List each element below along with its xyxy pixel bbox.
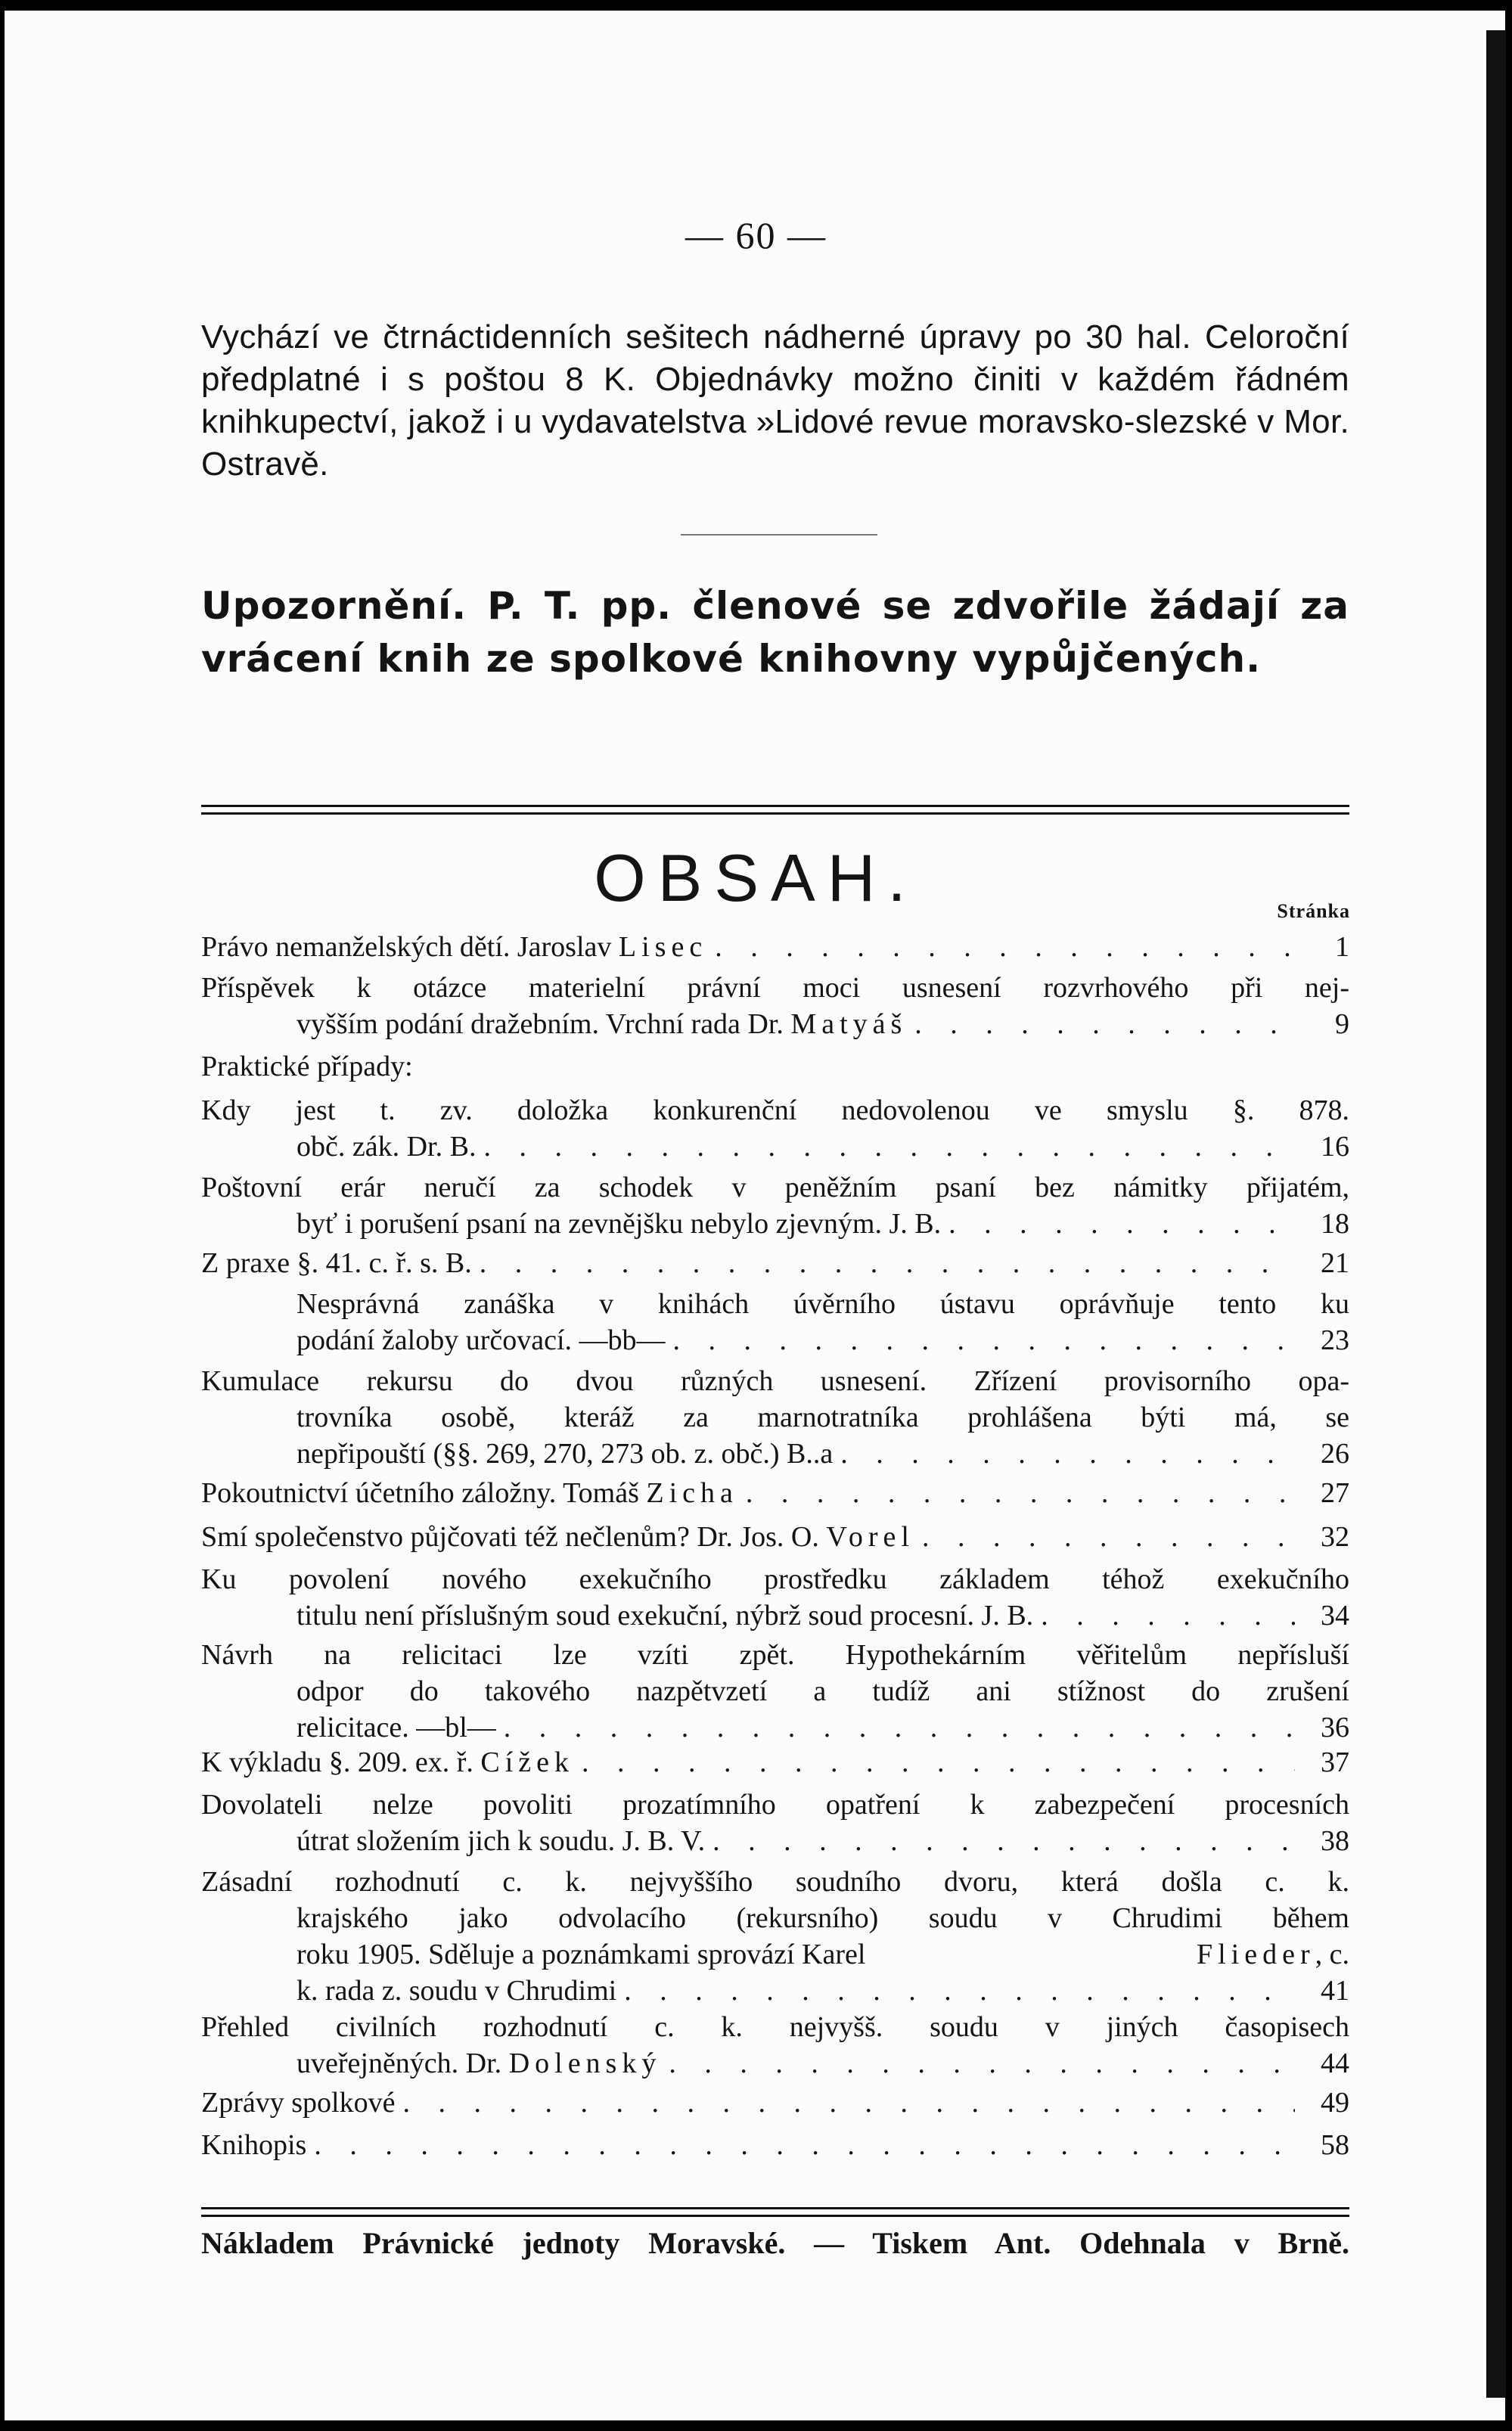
toc-author: Vorel: [826, 1521, 914, 1553]
toc-title: OBSAH.: [594, 840, 918, 915]
toc-entry-text: K výkladu §. 209. ex. ř.: [201, 1746, 473, 1778]
toc-entry-text: útrat složením jich k soudu. J. B. V.: [297, 1825, 706, 1857]
leader-dots: [616, 1973, 1295, 2009]
toc-page-number: 32: [1321, 1521, 1349, 1553]
leader-dots: [941, 1206, 1295, 1242]
toc-entry-text: titulu není příslušným soud exekuční, nýbrž soud procesní. J. B.: [297, 1600, 1034, 1632]
toc-entry-text: Kumulace rekursu do dvou různých usnesení. Zřízení provisorního opa-: [201, 1365, 1349, 1397]
toc-entry: [201, 2127, 1349, 2163]
toc-entry-text: uveřejněných. Dr.: [297, 2048, 502, 2079]
leader-dots: [476, 1129, 1295, 1165]
toc-entry: [201, 1637, 1349, 1746]
toc-entry-text: krajského jako odvolacího (rekursního) soudu v Chrudimi během: [297, 1902, 1349, 1934]
library-notice: Upozornění. P. T. pp. členové se zdvořile žádají za vrácení knih ze spolkové knihovny vypůjčených.: [201, 584, 1349, 681]
toc-entry-text: Návrh na relicitaci lze vzíti zpět. Hypothekárním věřitelům nepřísluší: [201, 1639, 1349, 1671]
leader-dots: [707, 929, 1295, 965]
toc-entry-text: relicitace. —bl—: [297, 1712, 496, 1743]
double-rule-top-2: [201, 812, 1349, 815]
toc-entry: [201, 970, 1349, 1042]
leader-dots: [833, 1436, 1295, 1472]
toc-page-number: 26: [1321, 1438, 1349, 1470]
toc-entry: [201, 1286, 1349, 1358]
toc-entry-text: podání žaloby určovací. —bb—: [297, 1324, 666, 1356]
leader-dots: [914, 1519, 1295, 1555]
toc-page-number: 44: [1321, 2048, 1349, 2079]
toc-page-number: 21: [1321, 1247, 1349, 1279]
toc-entry: [201, 2009, 1349, 2082]
publisher-imprint: Nákladem Právnické jednoty Moravské. — Tiskem Ant. Odehnala v Brně.: [201, 2226, 1349, 2260]
page-edge-shadow: [1486, 30, 1506, 2398]
leader-dots: [738, 1475, 1295, 1511]
leader-dots: [574, 1744, 1295, 1781]
toc-page-number: 27: [1321, 1477, 1349, 1509]
leader-dots: [705, 1823, 1295, 1859]
double-rule-bottom-1: [201, 2207, 1349, 2209]
double-rule-bottom-2: [201, 2215, 1349, 2217]
toc-entry-text: Z praxe §. 41. c. ř. s. B.: [201, 1247, 472, 1279]
toc-page-number: 16: [1321, 1131, 1349, 1163]
leader-dots: [496, 1709, 1295, 1746]
toc-section-heading: [201, 1048, 1349, 1085]
toc-entry-text: Knihopis: [201, 2129, 307, 2161]
toc-entry-text: Právo nemanželských dětí. Jaroslav: [201, 931, 612, 963]
toc-page-number: 1: [1335, 931, 1349, 963]
double-rule-top-1: [201, 805, 1349, 807]
toc-entry: [201, 1744, 1349, 1781]
toc-page-number: 34: [1321, 1600, 1349, 1632]
toc-page-number: 58: [1321, 2129, 1349, 2161]
toc-entry-text: nepřipouští (§§. 269, 270, 273 ob. z. obč.): [297, 1438, 780, 1470]
toc-author: Cížek: [480, 1746, 575, 1778]
toc-page-number: 23: [1321, 1324, 1349, 1356]
toc-entry-text: k. rada z. soudu v Chrudimi: [297, 1975, 617, 2007]
toc-entry: [201, 1519, 1349, 1555]
toc-entry: [201, 1363, 1349, 1472]
leader-dots: [1033, 1597, 1295, 1634]
toc-entry-text: Příspěvek k otázce materielní právní moci usnesení rozvrhového při nej-: [201, 972, 1349, 1004]
toc-entry: [201, 2085, 1349, 2121]
toc-author: Dolenský: [508, 2048, 662, 2079]
toc-author: Lisec: [618, 931, 708, 963]
toc-page-number: 36: [1321, 1712, 1349, 1743]
toc-entry-text: vyšším podání dražebním. Vrchní rada Dr.: [297, 1008, 784, 1040]
toc-author: Flieder: [1196, 1939, 1315, 1970]
toc-page-number: 49: [1321, 2087, 1349, 2119]
toc-page-number: 18: [1321, 1208, 1349, 1240]
toc-entry-text: Smí společenstvo půjčovati též nečlenům? Dr. Jos. O.: [201, 1521, 819, 1553]
toc-entry: [201, 1864, 1349, 2009]
toc-author: Zicha: [646, 1477, 738, 1509]
toc-author: B..a: [787, 1438, 834, 1470]
short-divider: [681, 534, 877, 536]
toc-entry-text: Poštovní erár neručí za schodek v peněžním psaní bez námitky přijatém,: [201, 1172, 1349, 1203]
toc-entry-text: Ku povolení nového exekučního prostředku základem téhož exekučního: [201, 1563, 1349, 1595]
leader-dots: [395, 2085, 1295, 2121]
toc-entry-text: Dovolateli nelze povoliti prozatímního opatření k zabezpečení procesních: [201, 1789, 1349, 1821]
toc-entry-text: byť i porušení psaní na zevnějšku nebylo zjevným. J. B.: [297, 1208, 942, 1240]
toc-entry-text: Přehled civilních rozhodnutí c. k. nejvyšš. soudu v jiných časopisech: [201, 2011, 1349, 2043]
leader-dots: [306, 2127, 1295, 2163]
toc-entry: [201, 929, 1349, 965]
toc-entry: [201, 1787, 1349, 1859]
toc-entry-text: odpor do takového nazpětvzetí a tudíž ani stížnost do zrušení: [297, 1675, 1349, 1707]
toc-entry-text: trovníka osobě, kteráž za marnotratníka prohlášena býti má, se: [297, 1402, 1349, 1433]
toc-entry-text: Pokoutnictví účetního záložny. Tomáš: [201, 1477, 639, 1509]
toc-entry-text: Kdy jest t. zv. doložka konkurenční nedovolenou ve smyslu §. 878.: [201, 1094, 1349, 1126]
toc-entry: [201, 1561, 1349, 1634]
toc-entry-text: Nesprávná zanáška v knihách úvěrního ústavu oprávňuje tento ku: [297, 1288, 1349, 1320]
toc-entry-text: , c.: [1315, 1939, 1349, 1970]
toc-author: Matyáš: [790, 1008, 908, 1040]
toc-entry-text: Praktické případy:: [201, 1051, 413, 1082]
leader-dots: [472, 1245, 1295, 1281]
toc-page-number: 37: [1321, 1746, 1349, 1778]
toc-entry-text: roku 1905. Sděluje a poznámkami sprovází Karel: [297, 1939, 866, 1970]
toc-entry-text: Zprávy spolkové: [201, 2087, 396, 2119]
page-number: — 60 —: [685, 214, 827, 256]
intro-paragraph: Vychází ve čtrnáctidenních sešitech nádherné úpravy po 30 hal. Celoroční předplatné i s poštou 8 K. Objednávky možno činiti v každém řádném knihkupectví, jakož i u vydavatelstva »Lidové revue moravsko-slezské v Mor. Ostravě.: [201, 318, 1349, 483]
toc-entry: [201, 1245, 1349, 1281]
leader-dots: [907, 1006, 1295, 1042]
toc-page-number: 9: [1335, 1008, 1349, 1040]
toc-entry-text: obč. zák. Dr. B.: [297, 1131, 477, 1163]
leader-dots: [666, 1322, 1295, 1358]
toc-page-number: 41: [1321, 1975, 1349, 2007]
leader-dots: [661, 2045, 1295, 2082]
page-column-label: Stránka: [1277, 900, 1350, 922]
toc-entry: [201, 1092, 1349, 1165]
toc-entry: [201, 1169, 1349, 1242]
toc-page-number: 38: [1321, 1825, 1349, 1857]
toc-entry-text: Zásadní rozhodnutí c. k. nejvyššího soudního dvoru, která došla c. k.: [201, 1866, 1349, 1898]
toc-entry: [201, 1475, 1349, 1511]
